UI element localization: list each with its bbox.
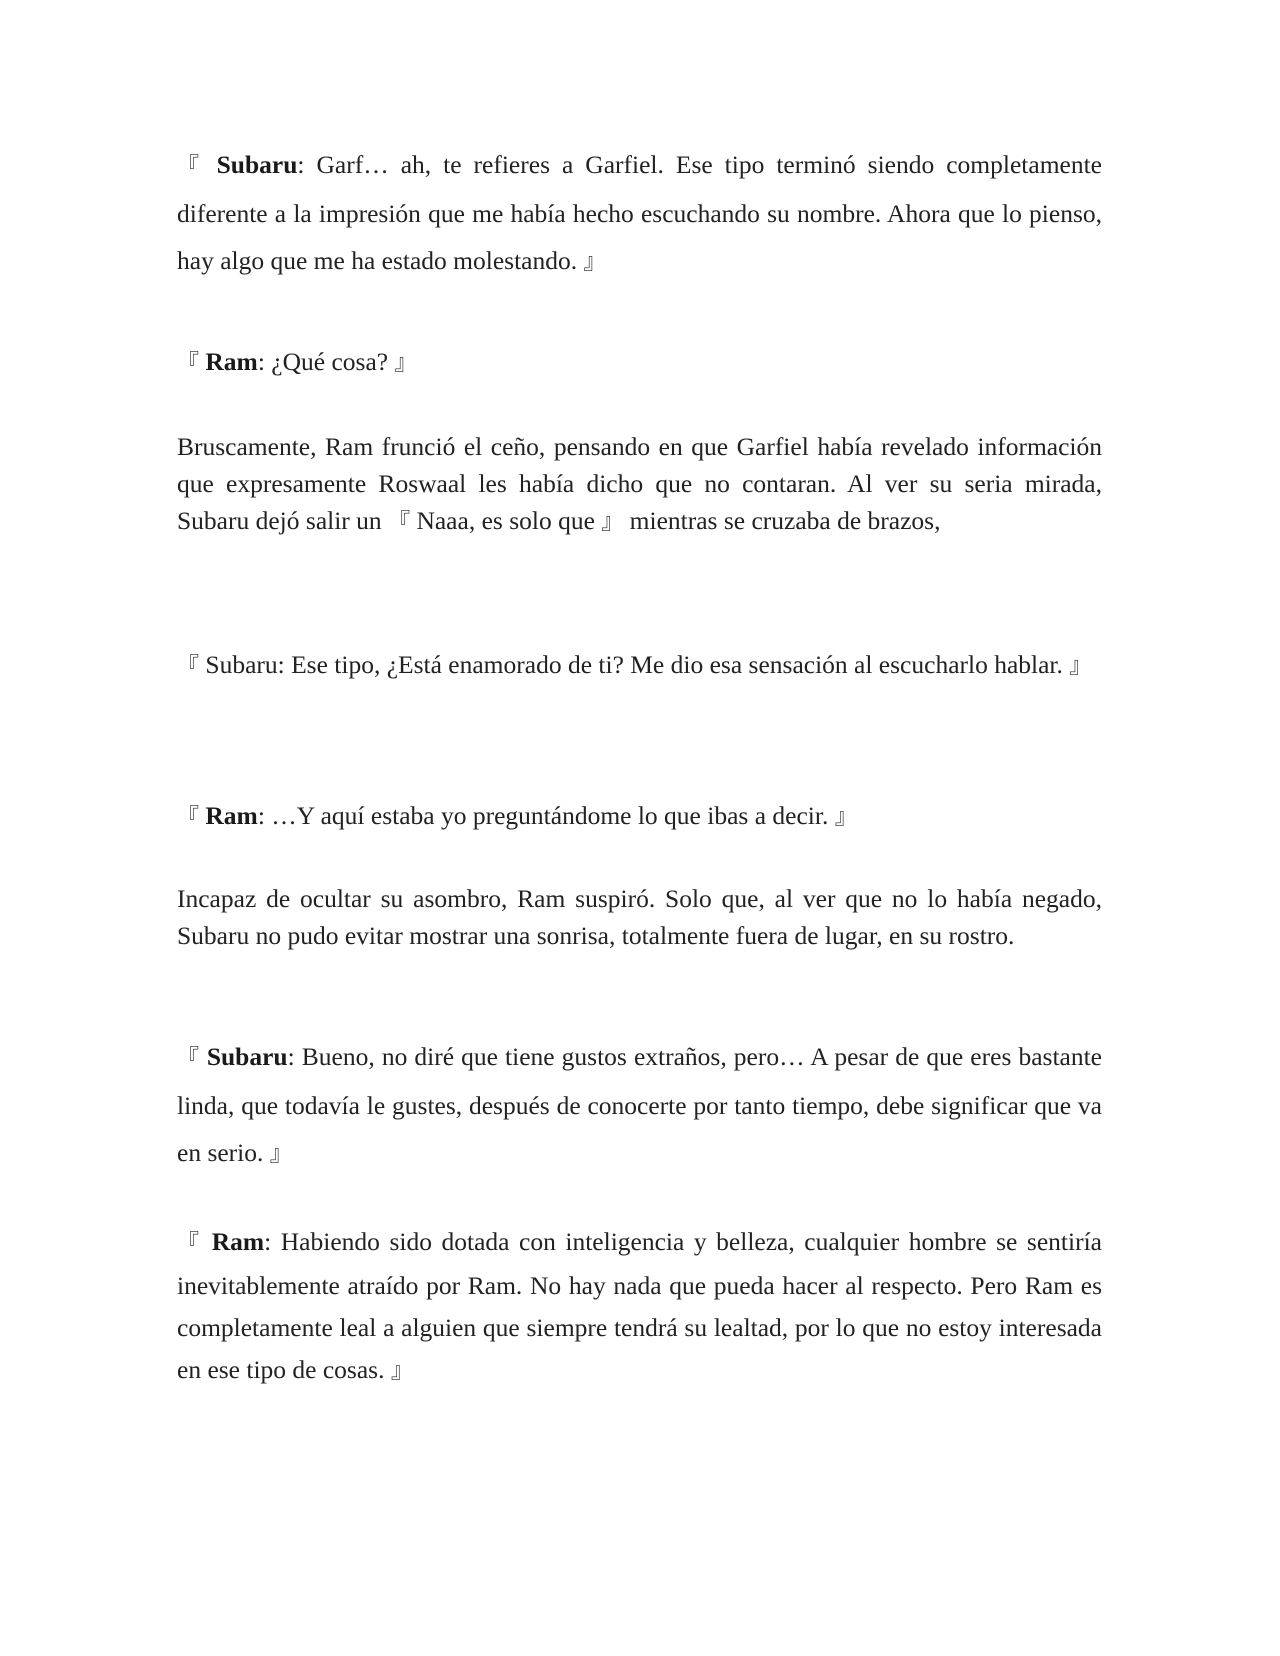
dialogue-text: : …Y aquí estaba yo preguntándome lo que ibas a decir.	[257, 801, 835, 830]
narration-text: Incapaz de ocultar su asombro, Ram suspiró. Solo que, al ver que no lo había negado, Subaru no pudo evitar mostrar una sonrisa, totalmente fuera de lugar, en su rostro.	[177, 884, 1102, 950]
narration-text: Bruscamente, Ram frunció el ceño, pensando en que Garfiel había revelado información que expresamente Roswaal les había dicho que no contaran. Al ver su seria mirada, Subaru dejó salir un	[177, 432, 1102, 535]
narration-paragraph	[177, 880, 1102, 954]
open-bracket: 『	[177, 805, 200, 830]
dialogue-text: Subaru: Ese tipo, ¿Está enamorado de ti? Me dio esa sensación al escucharlo hablar.	[199, 650, 1070, 679]
speaker-name: Ram	[211, 1227, 265, 1256]
speaker-name: Subaru	[206, 1042, 288, 1071]
dialogue-text: : Garf… ah, te refieres a Garfiel. Ese tipo terminó siendo completamente diferente a la impresión que me había hecho escuchando su nombre. Ahora que lo pienso, hay algo que me ha estado molestando.	[177, 150, 1102, 275]
open-bracket: 『	[177, 654, 200, 679]
close-bracket: 』	[583, 250, 606, 275]
dialogue-paragraph	[177, 1221, 1102, 1393]
close-bracket: 』	[394, 351, 417, 376]
dialogue-text: : Habiendo sido dotada con inteligencia y belleza, cualquier hombre se sentiría inevitablemente atraído por Ram. No hay nada que pueda hacer al respecto. Pero Ram es completamente leal a alguien que siempre tendrá su lealtad, por lo que no estoy interesada en ese tipo de cosas.	[177, 1227, 1102, 1384]
speaker-name: Ram	[205, 347, 258, 376]
dialogue-paragraph	[177, 1033, 1102, 1178]
open-bracket: 『	[388, 510, 411, 535]
close-bracket: 』	[269, 1142, 292, 1167]
inline-quote: Naaa, es solo que	[410, 506, 602, 535]
open-bracket: 『	[177, 154, 205, 179]
close-bracket: 』	[834, 805, 857, 830]
dialogue-text: : Bueno, no diré que tiene gustos extraños, pero… A pesar de que eres bastante linda, que todavía le gustes, después de conocerte por tanto tiempo, debe significar que va en serio.	[177, 1042, 1102, 1167]
narration-text: mientras se cruzaba de brazos,	[623, 506, 941, 535]
open-bracket: 『	[177, 1231, 203, 1256]
dialogue-paragraph	[177, 637, 1102, 695]
close-bracket: 』	[1069, 654, 1092, 679]
dialogue-paragraph	[177, 141, 1102, 286]
dialogue-text: : ¿Qué cosa?	[257, 347, 395, 376]
dialogue-paragraph	[177, 338, 1102, 387]
close-bracket: 』	[390, 1359, 413, 1384]
open-bracket: 『	[177, 351, 200, 376]
close-bracket: 』	[601, 510, 624, 535]
dialogue-paragraph	[177, 792, 1102, 841]
speaker-name: Ram	[205, 801, 258, 830]
narration-paragraph	[177, 428, 1102, 541]
open-bracket: 『	[177, 1046, 200, 1071]
speaker-name: Subaru	[216, 150, 298, 179]
